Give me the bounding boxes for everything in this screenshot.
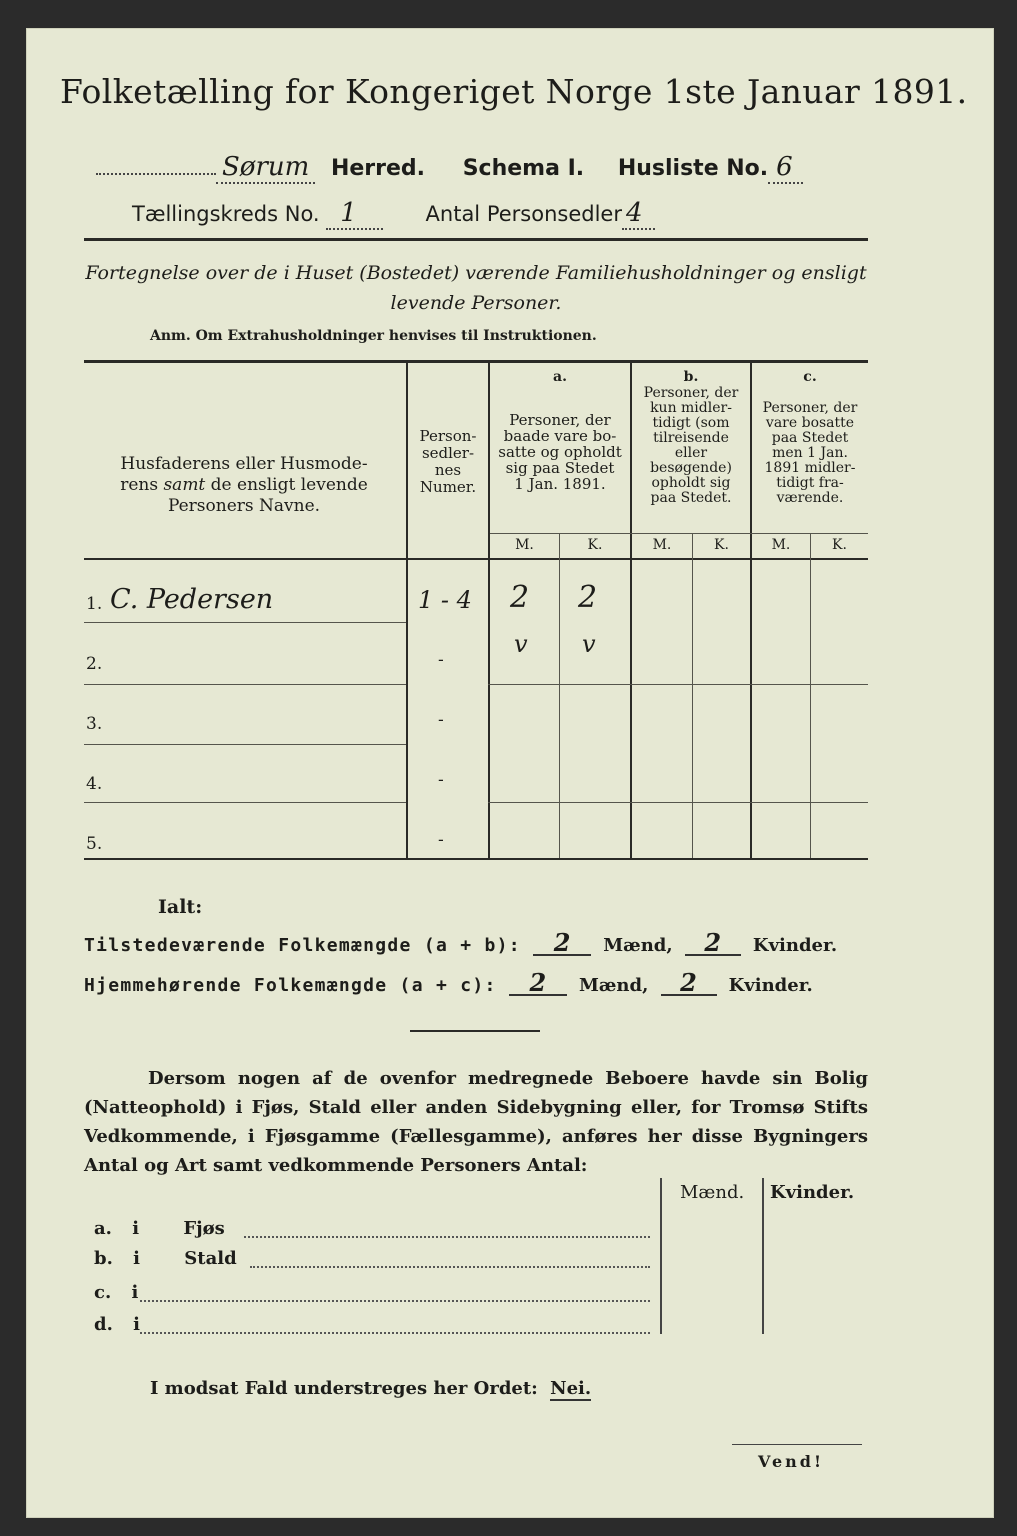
- bolig-row-c: c. i: [94, 1282, 650, 1303]
- kreds-label: Tællingskreds No.: [132, 202, 320, 226]
- row-2-a-k: v: [582, 630, 596, 658]
- bolig-col-kvinder: Kvinder.: [770, 1182, 855, 1203]
- row-3-num: 3.: [86, 714, 103, 734]
- intro-line-2: levende Personer.: [390, 292, 562, 314]
- bolig-row-b: b. i Stald: [94, 1248, 650, 1269]
- mk-a-m: M.: [515, 537, 534, 553]
- row-2-num: 2.: [86, 654, 103, 674]
- kreds-line: [132, 198, 852, 228]
- herred-label: Herred.: [330, 156, 426, 181]
- col-b-letter: b.: [683, 369, 699, 385]
- tilstede-label: Tilstedeværende Folkemængde (a + b):: [84, 935, 521, 956]
- row-5-numer: -: [438, 830, 444, 850]
- modsat-text: I modsat Fald understreges her Ordet:: [150, 1378, 538, 1399]
- row-2-numer: -: [438, 650, 444, 670]
- col-header-c: Personer, der vare bosatte paa Stedet men 1 Jan. 1891 midler- tidigt fra- værende.: [762, 400, 858, 506]
- herred-value: Sørum: [216, 152, 315, 184]
- hjemme-label: Hjemmehørende Folkemængde (a + c):: [84, 975, 497, 996]
- row-4-num: 4.: [86, 774, 103, 794]
- antal-label: Antal Personsedler: [425, 202, 622, 226]
- husliste-label: Husliste No.: [617, 156, 769, 181]
- husliste-value: 6: [768, 152, 803, 184]
- bolig-row-d: d. i: [94, 1314, 650, 1335]
- col-c-letter: c.: [803, 369, 817, 385]
- tilstede-maend-value: 2: [533, 932, 591, 956]
- hjemme-maend-label: Mænd,: [578, 975, 649, 996]
- row-2-a-m: v: [514, 630, 528, 658]
- table-bottom-rule: [84, 858, 868, 860]
- vend-label: Vend!: [758, 1452, 824, 1471]
- row-1-name: C. Pedersen: [110, 584, 274, 615]
- row-1-a-m: 2: [510, 580, 530, 615]
- form-title: Folketælling for Kongeriget Norge 1ste Januar 1891.: [60, 72, 968, 111]
- tilstede-line: [84, 928, 838, 957]
- header-divider: [84, 238, 868, 241]
- intro-text: [84, 258, 868, 318]
- mk-a-k: K.: [587, 537, 603, 553]
- mk-b-k: K.: [714, 537, 729, 553]
- tilstede-kvinder-value: 2: [685, 932, 741, 956]
- row-4-numer: -: [438, 770, 444, 790]
- hjemme-line: [84, 968, 813, 997]
- bolig-col-maend: Mænd.: [680, 1182, 745, 1203]
- ialt-label: Ialt:: [158, 896, 203, 918]
- nei-word: Nei.: [550, 1378, 592, 1399]
- tilstede-maend-label: Mænd,: [603, 935, 673, 956]
- anm-note: Anm. Om Extrahusholdninger henvises til Instruktionen.: [150, 328, 597, 344]
- mk-b-m: M.: [652, 537, 672, 553]
- col-header-a: Personer, der baade vare bo- satte og opholdt sig paa Stedet 1 Jan. 1891.: [498, 411, 622, 493]
- hjemme-maend-value: 2: [509, 972, 567, 996]
- antal-value: 4: [622, 198, 655, 230]
- mk-c-k: K.: [832, 537, 847, 553]
- col-header-numer: Person- sedler- nes Numer.: [419, 427, 477, 496]
- col-header-b: Personer, der kun midler- tidigt (som tilreisende eller besøgende) opholdt sig paa Stedet.: [643, 385, 739, 506]
- modsat-line: [150, 1378, 591, 1399]
- row-1-a-k: 2: [578, 580, 598, 615]
- schema-label: Schema I.: [462, 156, 585, 181]
- mk-c-m: M.: [771, 537, 791, 553]
- herred-line: [96, 152, 876, 182]
- hjemme-kvinder-label: Kvinder.: [728, 975, 813, 996]
- row-1-numer: 1 - 4: [418, 586, 472, 614]
- row-1-num: 1.: [86, 594, 103, 614]
- tilstede-kvinder-label: Kvinder.: [752, 935, 838, 956]
- row-5-num: 5.: [86, 834, 103, 854]
- intro-line-1: Fortegnelse over de i Huset (Bostedet) værende Familiehusholdninger og ensligt: [85, 262, 867, 284]
- kreds-value: 1: [326, 198, 383, 230]
- row-3-numer: -: [438, 710, 444, 730]
- section-divider: [410, 1030, 540, 1032]
- bolig-row-a: a. i Fjøs: [94, 1218, 650, 1239]
- hjemme-kvinder-value: 2: [661, 972, 717, 996]
- col-header-name: Husfaderens eller Husmode- rens samt de ensligt levende Personers Navne.: [120, 454, 368, 516]
- bolig-paragraph: Dersom nogen af de ovenfor medregnede Beboere havde sin Bolig (Natteophold) i Fjøs, Stald eller anden Sidebygning eller, for Tromsø Stifts Vedkommende, i Fjøsgamme (Fællesgamme), anføres her disse Bygningers Antal og Art samt vedkommende Personers Antal:: [84, 1068, 868, 1176]
- col-a-letter: a.: [553, 369, 567, 385]
